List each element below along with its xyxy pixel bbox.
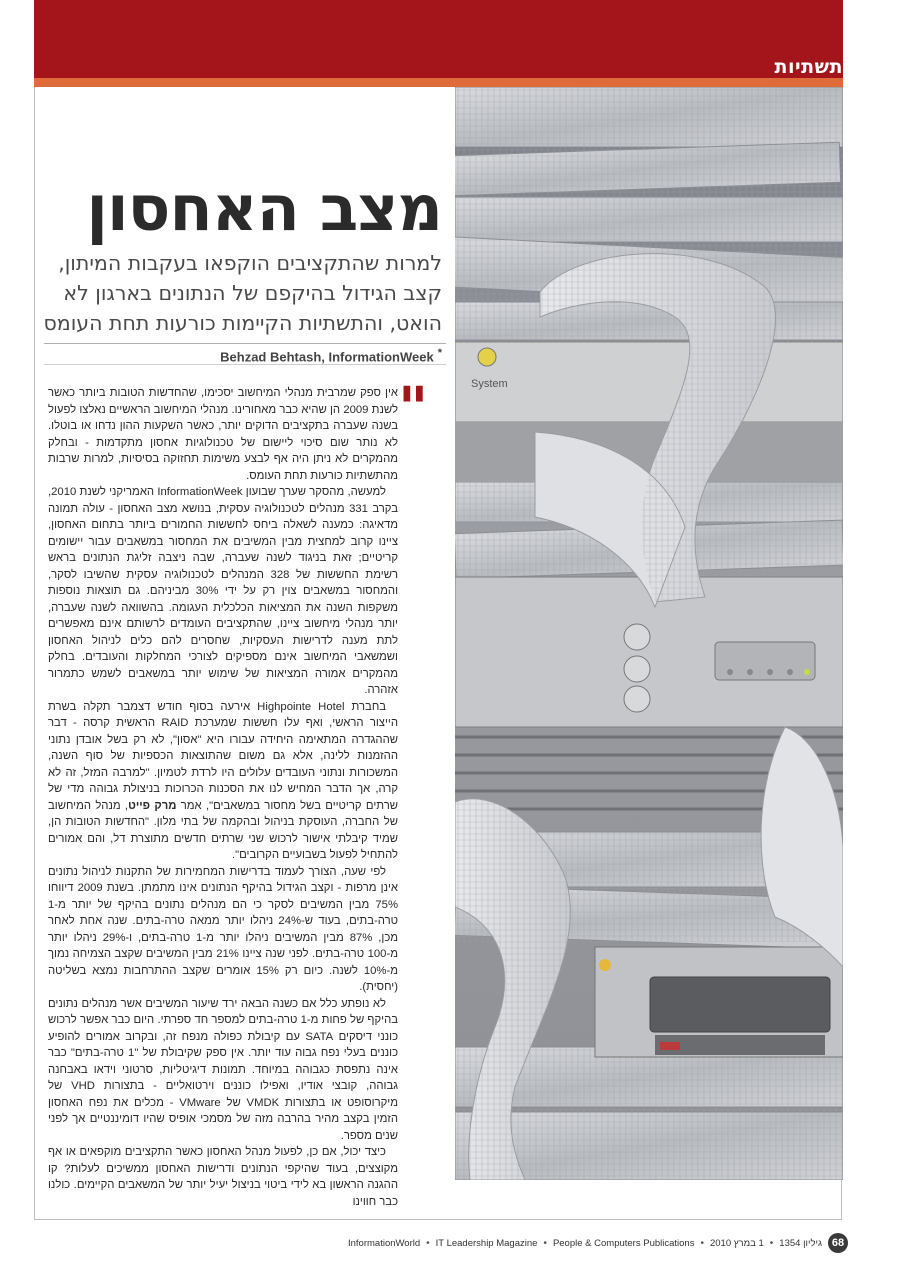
footer-magazine: IT Leadership Magazine <box>435 1237 538 1249</box>
header-band <box>34 0 843 78</box>
body-paragraph <box>48 864 398 996</box>
footer-separator: • <box>769 1237 774 1249</box>
system-label: System <box>471 378 508 390</box>
paragraph-text: אין ספק שמרבית מנהלי המיחשוב יסכימו, שהחדשות הטובות ביותר כאשר לשנת 2009 הן שהיא כבר מאחורינו. מנהלי המיחשוב הראשיים נאלצו לפעול בשנה שעברה בתקציבים הדוקים יותר, כאשר השקעות ההון נדחו או בוטלו. לא נותר שום סיכוי ליישום של טכנולוגיות אחסון מתקדמות - ובחלק מהמקרים לא ניתן היה אף לבצע משימות תחזוקה בסיסיות, למרות שרבות מהתשתיות כורעות תחת העומס. <box>48 387 399 482</box>
body-paragraph <box>48 484 398 699</box>
footer-publisher: People & Computers Publications <box>552 1237 695 1249</box>
footer-separator: • <box>700 1237 704 1249</box>
body-paragraph <box>48 996 398 1145</box>
footer-date: 1 במרץ 2010 <box>709 1237 764 1249</box>
byline-marker: * <box>437 347 442 359</box>
footer-issue: גיליון 1354 <box>779 1237 822 1249</box>
paragraph-text: כיצד יכול, אם כן, לפעול מנהל האחסון כאשר התקציבים מוקפאים או אף מקוצצים, בעוד שהיקפי הנתונים ודרישות האחסון ממשיכים לעלות? קו ההגנה הראשון בא לידי ביטוי בניצול יעיל יותר של המשאבים הקיימים. כולנו כבר חווינו <box>48 1146 398 1208</box>
body-paragraph <box>48 699 398 864</box>
footer-separator: • <box>543 1237 547 1249</box>
page-footer <box>348 1233 848 1253</box>
byline-text: Behzad Behtash, InformationWeek <box>220 349 434 365</box>
footer-separator: • <box>426 1237 430 1249</box>
header-accent-line <box>34 78 843 87</box>
article-headline: מצב האחסון <box>86 172 442 245</box>
section-label: תשתיות <box>774 56 843 78</box>
footer-site: InformationWorld <box>347 1237 421 1249</box>
paragraph-text: , מנהל המיחשוב של החברה, העוסקת בניהול ובהקמה של בתי מלון. "החדשות הטובות הן, שמיד קיבלתי אישור לרכוש שני שרתים חדשים מתוצרת דל, והם אמורים להתחיל לפעול בשבועיים הקרובים". <box>48 799 398 861</box>
paragraph-text: לפי שעה, הצורך לעמוד בדרישות המחמירות של התקנות לניהול נתונים אינן מרפות - וקצב הגידול בהיקף הנתונים אינו מתמתן. בשנת 2009 דיווחו 75% מבין המשיבים לסקר כי הם מנהלים נתונים בהיקף של יותר מ-1 טרה-בתים, בעוד ש-24% ניהלו יותר ממאה טרה-בתים. שנה אחת לאחר מכן, 87% מבין המשיבים ניהלו יותר מ-1 טרה-בתים, ו-29% ניהלו יותר מ-100 טרה-בתים. לפני שנה ציינו 21% מבין המשיבים שקצב הצמיחה נמוך מ-10% לשנה. כיום רק 15% אומרים שקצב ההתרחבות נמצא בשליטה (יחסית). <box>48 865 399 993</box>
article-byline <box>220 347 442 364</box>
paragraph-text: בחברת Highpointe Hotel אירעה בסוף חודש דצמבר תקלה בשרת הייצור הראשי, ואף עלו חששות שמערכת RAID הראשית קרסה - דבר שההגדרה המתאימה היחידה עבורו היא "אסון", לא רק בשל אובדן נתוני ההזמנות ללינה, אלא גם משום שהתוצאות הכספיות של סוף השנה, המשכורות ונתוני העובדים עלולים היו לרדת לטמיון. "למרבה המזל, זה לא קרה, אך הדבר המחיש לנו את הסכנות הכרוכות בניצולת גבוהה מדי של שרתים קריטיים בשל מחסור במשאבים", אמר <box>48 700 398 812</box>
quoted-person-name: מרק פייט <box>128 799 177 812</box>
server-tape-photo <box>455 87 843 1180</box>
paragraph-text: למעשה, מהסקר שערך שבועון InformationWeek האמריקני לשנת 2010, בקרב 331 מנהלים לטכנולוגיה עסקית, בנושא מצב האחסון - עולה תמונה מדאיגה: כמענה לשאלה ביחס לחששות החמורים ביותר בתחום האחסון, ציינו קרוב למחצית מבין המשיבים את המחסור במשאבים עבור יישומים קריטיים; זאת בניגוד לשנה שעברה, שבה ניצבה זליגת הנתונים בראש רשימת החששות של 328 המנהלים לטכנולוגיה עסקית שהשיבו לסקר, והמחסור במשאבים צוין רק על ידי 30% מביניהם. גם תוצאות נוספות משקפות השנה את המציאות הכלכלית העגומה. בהשוואה לשנה שעברה, יותר מנהלי מיחשוב ציינו, שהתקציבים העומדים לרשותם אינם מאפשרים לתת מענה לדרישות העסקיות, שחסרים להם כלים לניהול האחסון ושמשאבי המיחשוב אינם מספיקים לצורכי המחלקות והעובדים. בחלק מהמקרים אמורה המציאות של שימוש יותר במשאבים לשמש כתמרור אזהרה. <box>48 486 398 696</box>
page-number: 68 <box>828 1233 848 1253</box>
body-paragraph <box>48 1144 398 1210</box>
article-body <box>48 385 398 1210</box>
article-subhead: למרות שהתקציבים הוקפאו בעקבות המיתון, קצב הגידול בהיקפם של הנתונים בארגון לא הואט, והתשתיות הקיימות כורעות תחת העומס <box>43 251 442 335</box>
body-paragraph <box>48 385 398 484</box>
byline-rule-bottom <box>44 364 446 365</box>
paragraph-text: לא נופתע כלל אם כשנה הבאה ירד שיעור המשיבים אשר מנהלים נתונים בהיקף של פחות מ-1 טרה-בתים למספר חד ספרתי. היום כבר אפשר לרכוש כונני דיסקים SATA עם קיבולת כפולה מנפח זה, ובקרוב אמורים להופיע כוננים בעלי נפח גבוה עוד יותר. אין ספק שקיבולת של "1 טרה-בתים" כבר אינה נתפסת כגבוהה במיוחד. תמונות דיגיטליות, סרטוני וידאו באבחנה גבוהה, קובצי אודיו, ואפילו כוננים וירטואליים - בתצורות VHD של מיקרוסופט או בתצורות VMDK של VMware - מכלים את נפח האחסון הזמין בקצב מהיר בהרבה מזה של מסמכי אופיס שהיו דומיננטיים אך לפני שנים מספר. <box>48 997 398 1142</box>
byline-rule-top <box>44 343 446 344</box>
pull-quote-mark: " <box>398 374 429 442</box>
